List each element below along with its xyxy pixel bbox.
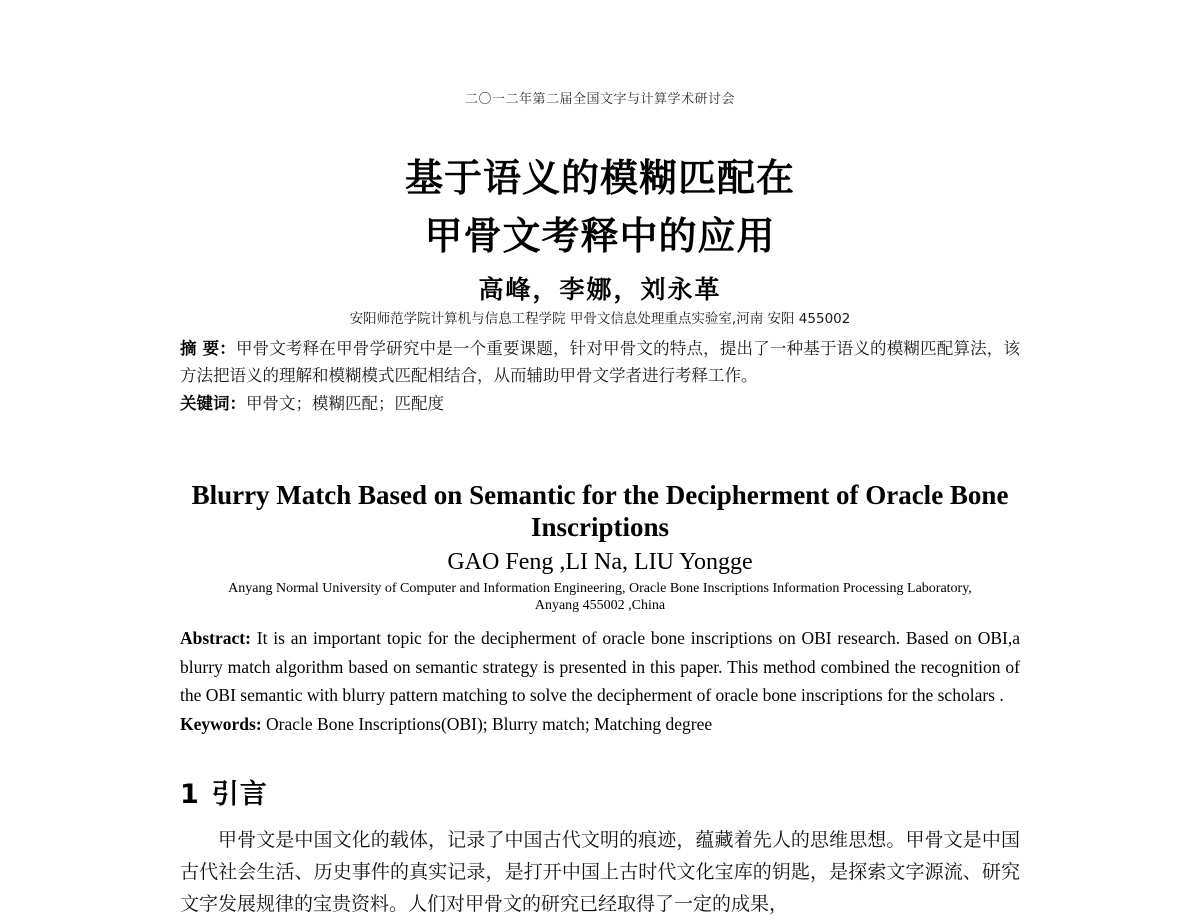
chinese-keywords-text: 甲骨文；模糊匹配；匹配度: [246, 394, 444, 413]
english-title: Blurry Match Based on Semantic for the Decipherment of Oracle Bone Inscriptions: [191, 480, 1009, 542]
introduction-paragraph: 甲骨文是中国文化的载体，记录了中国古代文明的痕迹，蕴藏着先人的思维思想。甲骨文是中国古代社会生活、历史事件的真实记录，是打开中国上古时代文化宝库的钥匙，是探索文字源流、研究文字发展规律的宝贵资料。人们对甲骨文的研究已经取得了一定的成果，: [180, 829, 1020, 915]
section-title: 引言: [211, 779, 268, 810]
english-keywords-text: Oracle Bone Inscriptions(OBI); Blurry match; Matching degree: [261, 713, 713, 734]
chinese-keywords-label: 关键词：: [180, 394, 246, 413]
english-affiliation: [180, 580, 1020, 614]
english-keywords: [180, 710, 1020, 739]
chinese-affiliation: 安阳师范学院计算机与信息工程学院 甲骨文信息处理重点实验室,河南 安阳 455002: [349, 311, 851, 327]
section-heading-introduction: [180, 778, 1020, 812]
english-abstract: [180, 624, 1020, 710]
section-number: 1: [180, 779, 200, 810]
chinese-title-line-1: 基于语义的模糊匹配在: [404, 156, 795, 200]
chinese-abstract: [180, 335, 1020, 389]
document-content-column: [180, 0, 1020, 920]
running-header: 二〇一二年第二届全国文字与计算学术研讨会: [464, 92, 735, 107]
english-affiliation-line-1: Anyang Normal University of Computer and Information Engineering, Oracle Bone Inscriptions Information Processing Laboratory,: [228, 581, 972, 596]
chinese-abstract-label: 摘 要：: [180, 339, 236, 358]
chinese-keywords: [180, 390, 1020, 417]
chinese-authors: 高峰，李娜，刘永革: [478, 275, 722, 304]
english-affiliation-line-2: Anyang 455002 ,China: [534, 598, 666, 613]
chinese-title: [180, 149, 1020, 265]
chinese-abstract-text: 甲骨文考释在甲骨学研究中是一个重要课题，针对甲骨文的特点，提出了一种基于语义的模糊匹配算法，该方法把语义的理解和模糊模式匹配相结合，从而辅助甲骨文学者进行考释工作。: [180, 339, 1020, 385]
english-abstract-label: Abstract:: [180, 628, 251, 648]
english-abstract-text: It is an important topic for the decipherment of oracle bone inscriptions on OBI research. Based on OBI,a blurry match algorithm based on semantic strategy is presented in this paper. This method combined the recognition of the OBI semantic with blurry pattern matching to solve the decipherment of oracle bone inscriptions for the scholars .: [180, 628, 1020, 705]
chinese-title-line-2: 甲骨文考释中的应用: [424, 214, 776, 258]
english-authors: GAO Feng ,LI Na, LIU Yongge: [447, 549, 753, 575]
english-keywords-label: Keywords:: [180, 713, 262, 734]
